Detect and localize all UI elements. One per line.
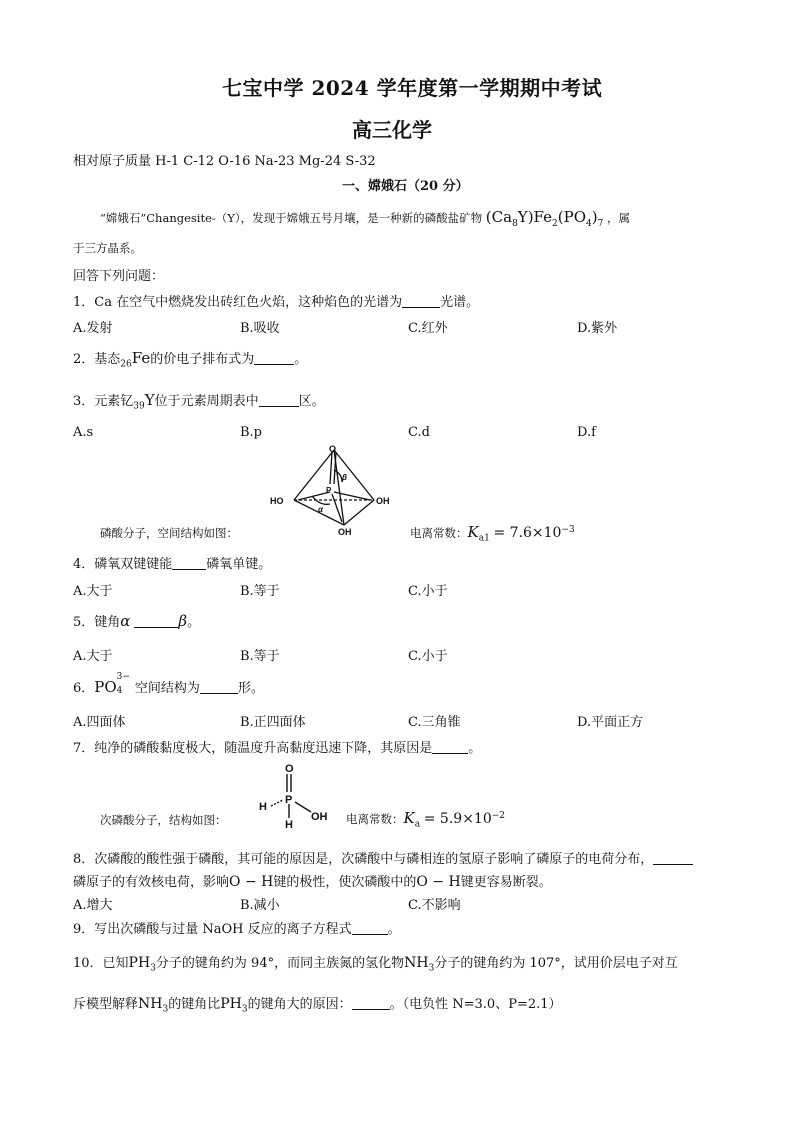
q5-option-c[interactable]: C.小于 [408,649,448,664]
ka-exponent: −2 [491,811,506,822]
q8-option-c[interactable]: C.不影响 [408,898,461,913]
q1-option-b[interactable]: B.吸收 [240,321,280,336]
q4-text: 4．磷氧双键键能 [73,557,173,572]
q5-option-b[interactable]: B.等于 [240,649,280,664]
q4-answer-blank[interactable] [172,557,206,570]
q3-atomic-number: 39 [133,401,145,412]
q3-text-end: 区。 [298,394,325,409]
intro-line-1 [100,208,630,229]
q10-nh3-sub: 3 [428,963,435,974]
atom-h-left: H [259,801,267,813]
atom-oh-right: OH [376,496,390,506]
q1-option-d[interactable]: D.紫外 [577,321,618,336]
section-heading: 一、嫦娥石（20 分） [342,179,469,194]
q10-nh3: NH [404,955,429,971]
exam-title: 七宝中学 2024 学年度第一学期期中考试 [222,76,603,100]
phosphoric-caption: 磷酸分子，空间结构如图： [100,526,238,540]
q5-text-end: 。 [187,615,201,630]
q8-text-2c: 键更容易断裂。 [460,875,552,890]
ka-subscript: a1 [478,533,490,544]
q5-answer-blank[interactable] [134,615,178,628]
q10-text-2b: 的键角比 [168,997,221,1012]
ka-symbol: K [403,809,415,827]
q3-option-a[interactable]: A.s [73,425,94,440]
q10-text-2a: 斥模型解释 [73,997,139,1012]
q1-text: 1．Ca 在空气中燃烧发出砖红色火焰，这种焰色的光谱为 [73,295,403,310]
q3-option-d[interactable]: D.f [577,425,596,440]
intro-text-tail: ，属 [606,211,630,225]
bond-p-oh [295,802,311,812]
q3-answer-blank[interactable] [259,394,299,407]
question-7 [73,737,481,756]
atom-o: O [285,763,294,775]
label-beta: β [342,473,347,482]
q3-text: 3．元素钇 [73,394,134,409]
q2-text-end: 。 [294,352,308,367]
q7-answer-blank[interactable] [432,741,468,754]
q10-ph3-2-sub: 3 [241,1004,248,1015]
q8-text: 8．次磷酸的酸性强于磷酸，其可能的原因是，次磷酸中与磷相连的氢原子影响了磷原子的电荷分布， [73,852,654,867]
q10-nh3-2-sub: 3 [162,1004,169,1015]
q6-text: 6． [73,681,95,696]
q10-text-1b: 分子的键角约为 94°，而同主族氮的氢化物 [155,956,405,971]
q6-ion: PO [94,678,117,696]
q3-option-c[interactable]: C.d [408,425,430,440]
question-2 [73,348,307,370]
q3-text-mid: 位于元素周期表中 [154,394,259,409]
question-3 [73,390,325,412]
ka-value: = 5.9×10 [423,811,492,827]
atom-oh: OH [311,811,328,823]
q10-ph3: PH [128,955,151,971]
phosphoric-ka [410,523,575,543]
q6-ion-indices [116,672,131,696]
hypophosphorous-acid-structure-diagram [255,760,345,830]
exam-subtitle: 高三化学 [352,118,432,142]
q5-option-a[interactable]: A.大于 [73,649,113,664]
q6-answer-blank[interactable] [200,681,238,694]
q9-answer-blank[interactable] [352,922,388,935]
q8-text-2b: 键的极性，使次磷酸中的 [273,875,417,890]
question-1 [73,291,479,310]
q1-option-a[interactable]: A.发射 [73,321,113,336]
q5-beta: β [178,612,188,630]
q10-text-2c: 的键角大的原因： [247,997,352,1012]
q8-text-2a: 磷原子的有效核电荷，影响 [73,875,230,890]
q4-option-a[interactable]: A.大于 [73,584,113,599]
q6-option-a[interactable]: A.四面体 [73,715,126,730]
question-8-line-2 [73,871,552,890]
ka-value: = 7.6×10 [493,525,562,541]
phosphoric-acid-structure-diagram [268,440,398,540]
q10-text-1a: 10．已知 [73,956,129,971]
question-10-line-2 [73,993,562,1015]
bond-p-oh-right [334,492,370,500]
ka-symbol: K [467,523,479,541]
q6-option-b[interactable]: B.正四面体 [240,715,306,730]
hypophos-ka [346,809,505,829]
question-5 [73,611,200,630]
q7-text-end: 。 [468,741,482,756]
q9-text: 9．写出次磷酸与过量 NaOH 反应的离子方程式 [73,922,352,937]
atom-h-bottom: H [285,819,293,830]
edge-right-bottom [344,500,374,525]
q9-text-end: 。 [387,922,401,937]
answer-prompt: 回答下列问题： [73,269,165,284]
q1-option-c[interactable]: C.红外 [408,321,448,336]
mineral-formula: $(Ca_8Y)Fe_2(PO_4)_7$ [485,208,604,229]
question-9 [73,918,401,937]
q2-text-mid: 的价电子排布式为 [150,352,255,367]
q3-element: Y [144,391,155,409]
q5-alpha: α [120,612,131,630]
q10-ph3-2: PH [220,996,242,1012]
q10-answer-blank[interactable] [352,997,390,1010]
question-8-line-1 [73,848,693,867]
q1-text-end: 光谱。 [440,295,480,310]
q8-option-b[interactable]: B.减小 [240,898,280,913]
ka-label: 电离常数： [410,526,468,540]
q3-option-b[interactable]: B.p [240,425,263,440]
q10-ph3-sub: 3 [150,963,156,974]
q4-option-c[interactable]: C.小于 [408,584,448,599]
ka-label: 电离常数： [346,812,404,826]
q10-nh3-2: NH [138,996,163,1012]
q1-answer-blank[interactable] [402,295,440,308]
q4-text-end: 磷氧单键。 [206,557,272,572]
atom-oh-bottom: OH [338,527,352,537]
question-10-line-1 [73,952,678,974]
ka-subscript: a [414,819,421,830]
hypophos-caption: 次磷酸分子，结构如图： [100,813,227,827]
q6-ion-subscript: 4 [116,686,123,696]
atomic-mass-line: 相对原子质量 H-1 C-12 O-16 Na-23 Mg-24 S-32 [73,154,376,169]
q7-text: 7．纯净的磷酸黏度极大，随温度升高黏度迅速下降，其原因是 [73,741,433,756]
atom-oh-left: HO [270,496,284,506]
atom-p: P [285,794,293,806]
q10-text-2d: 。（电负性 N=3.0、P=2.1） [389,997,562,1012]
q8-bond: O − H [229,874,274,890]
q2-atomic-number: 26 [120,359,132,370]
q6-option-c[interactable]: C.三角锥 [408,715,461,730]
q8-bond-2: O − H [416,874,461,890]
q2-element: Fe [131,349,151,367]
bond-p-h-hashed [271,800,283,806]
q4-option-b[interactable]: B.等于 [240,584,280,599]
q8-option-a[interactable]: A.增大 [73,898,113,913]
q2-answer-blank[interactable] [254,352,294,365]
ka-exponent: −3 [561,525,575,536]
bond-po-double-a [330,452,332,484]
q6-ion-charge: 3− [116,672,130,682]
question-6 [73,672,264,696]
question-4 [73,553,271,572]
intro-text: “嫦娥石”Changesite-（Y），发现于嫦娥五号月壤，是一种新的磷酸盐矿物 [100,211,483,225]
atom-p: P [326,486,332,495]
q6-text-mid: 空间结构为 [134,681,200,696]
intro-line-2: 于三方晶系。 [73,241,142,255]
q8-answer-blank[interactable] [653,852,693,865]
q6-text-end: 形。 [237,681,264,696]
q5-text: 5．键角 [73,615,121,630]
label-alpha: α [318,505,323,514]
q2-text: 2．基态 [73,352,121,367]
atom-o-top: O [329,444,337,454]
q10-text-1c: 分子的键角约为 107°，试用价层电子对互 [434,956,678,971]
q6-option-d[interactable]: D.平面正方 [577,715,644,730]
